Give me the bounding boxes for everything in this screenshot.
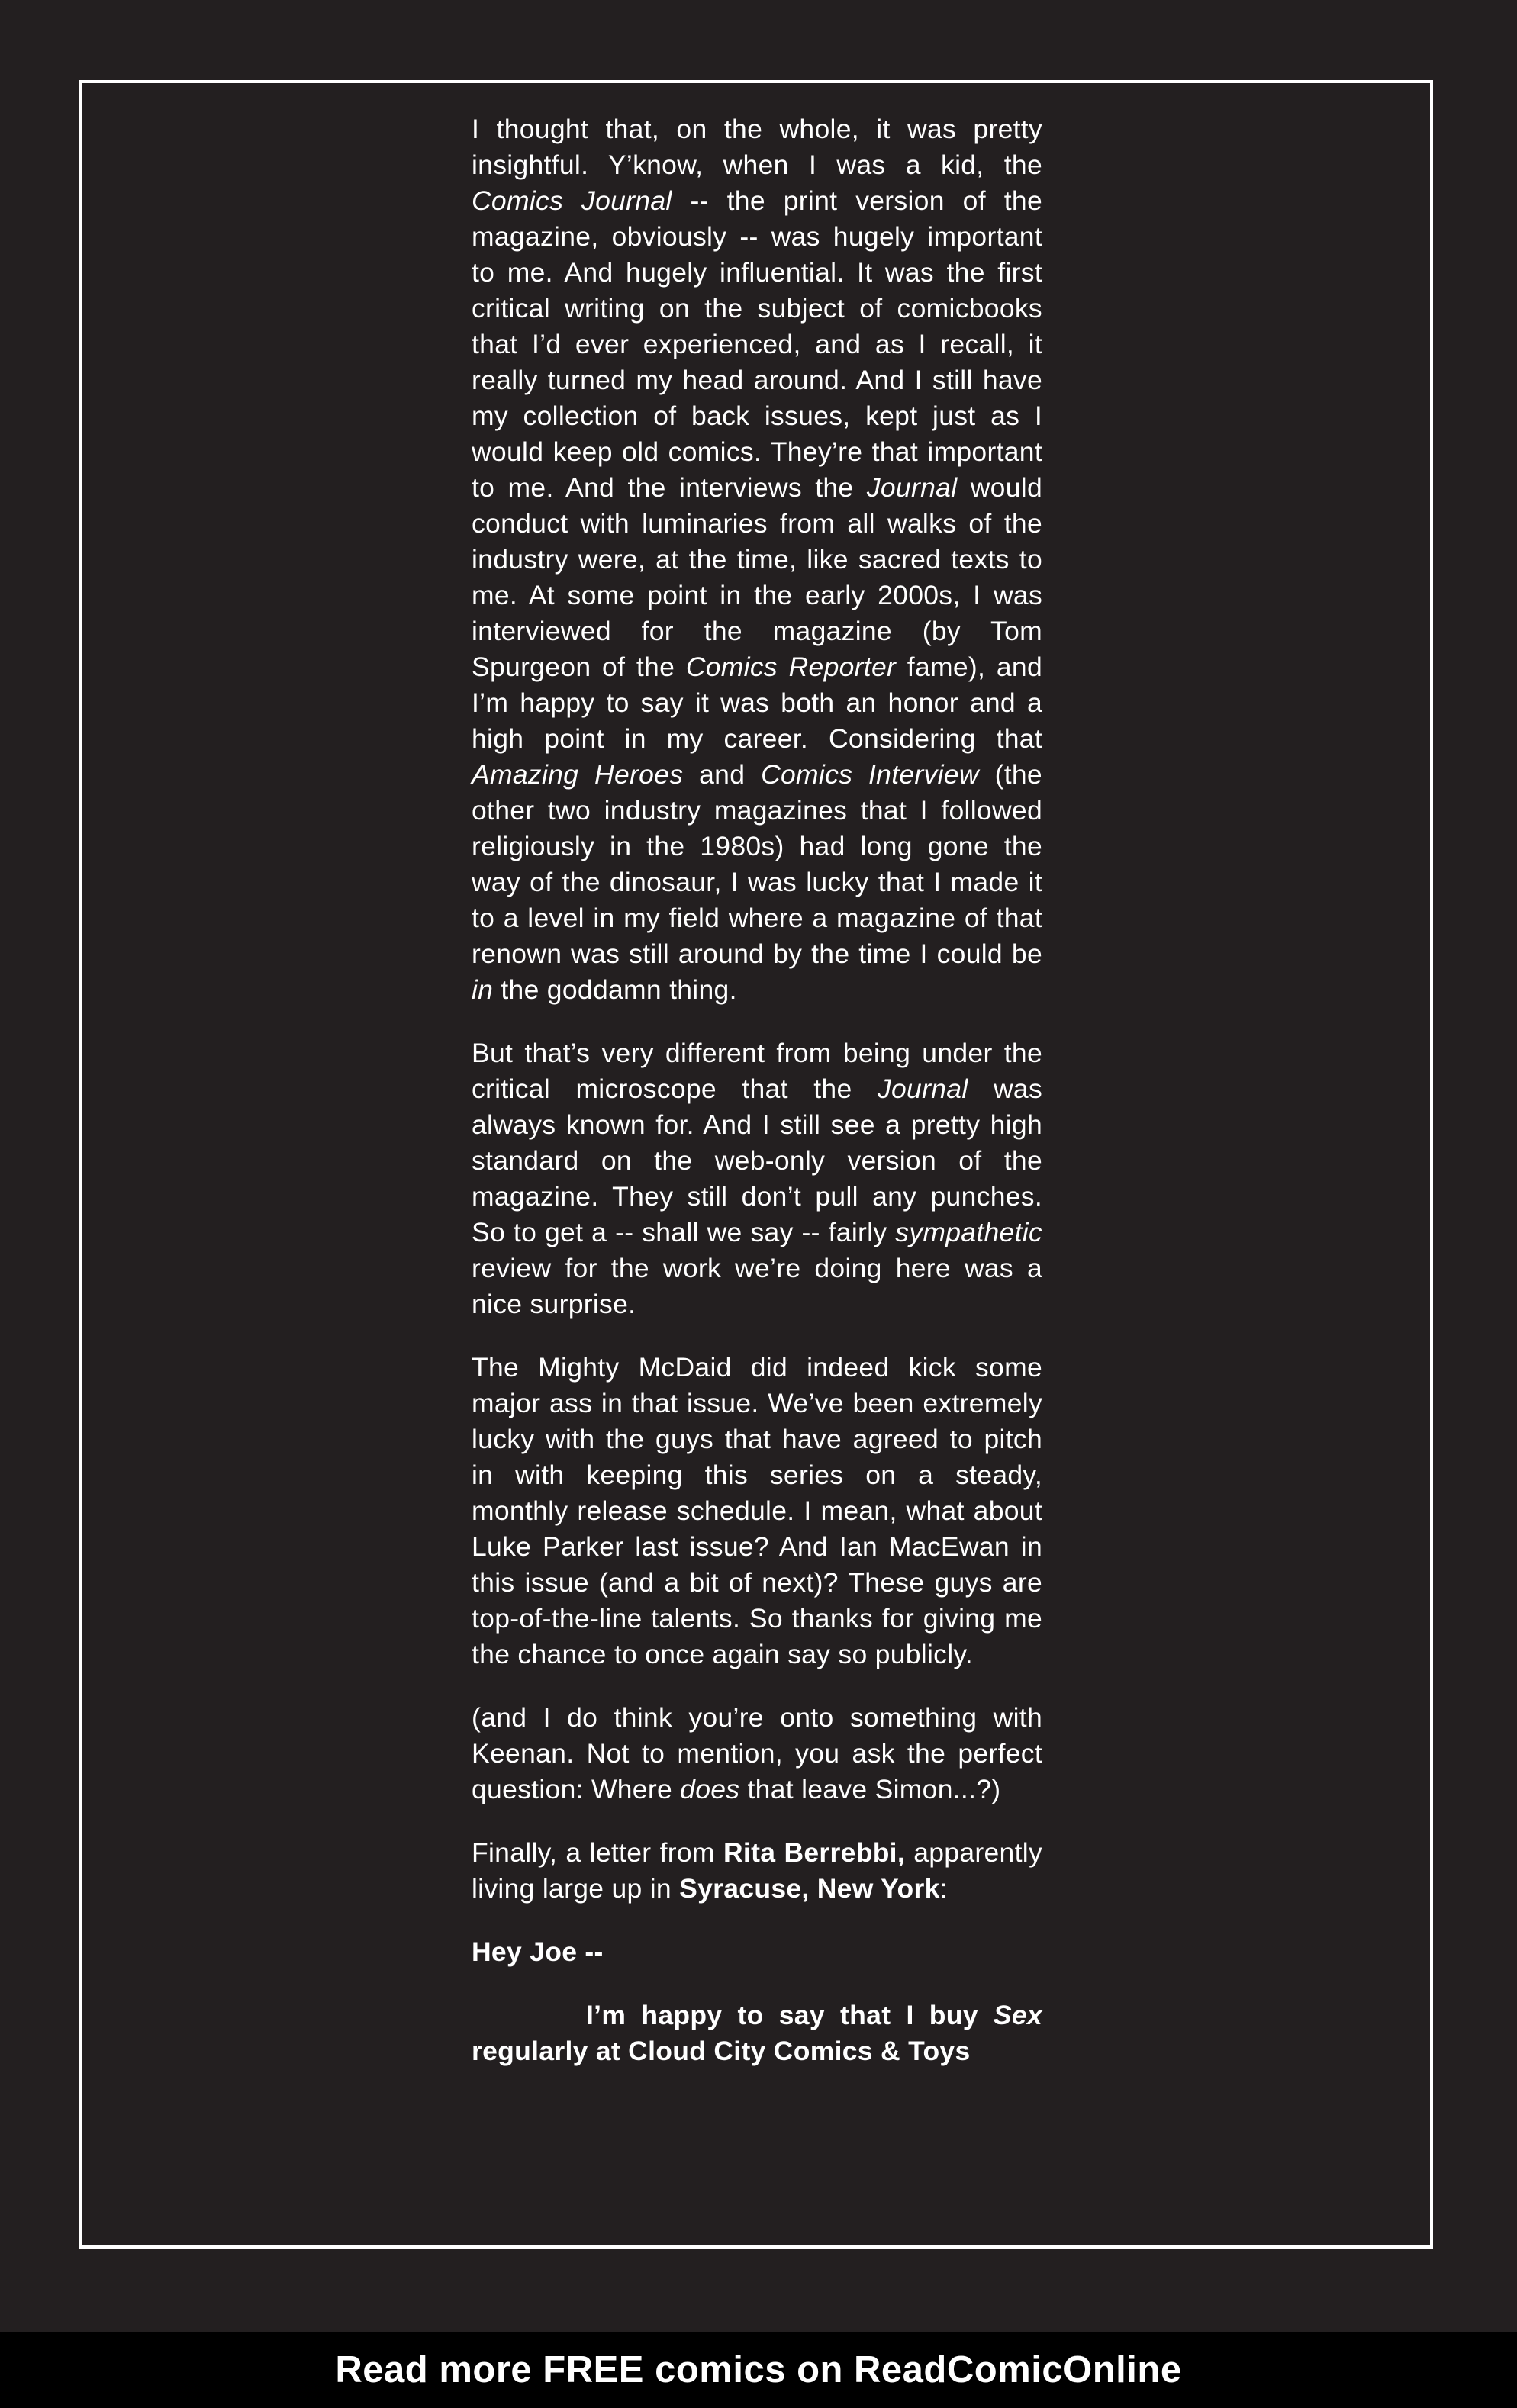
paragraph-keenan-aside: (and I do think you’re onto something with Keenan. Not to mention, you ask the perfect question: Where does that leave Simon...?) (472, 1702, 1042, 1804)
paragraph-letter-intro: Finally, a letter from Rita Berrebbi, apparently living large up in Syracuse, New York: (472, 1837, 1042, 1904)
letters-column (472, 111, 1042, 2097)
letter-greeting: Hey Joe -- (472, 1936, 604, 1967)
footer-banner[interactable] (0, 2332, 1517, 2408)
letter-body-start: I’m happy to say that I buy Sex regularly at Cloud City Comics & Toys (472, 2000, 1042, 2066)
paragraph-journal-insightful: I thought that, on the whole, it was pretty insightful. Y’know, when I was a kid, the Comics Journal -- the print version of the magazine, obviously -- was hugely important to me. And hugely influential. It was the first critical writing on the subject of comicbooks that I’d ever experienced, and as I recall, it really turned my head around. And I still have my collection of back issues, kept just as I would keep old comics. They’re that important to me. And the interviews the Journal would conduct with luminaries from all walks of the industry were, at the time, like sacred texts to me. At some point in the early 2000s, I was interviewed for the magazine (by Tom Spurgeon of the Comics Reporter fame), and I’m happy to say it was both an honor and a high point in my career. Considering that Amazing Heroes and Comics Interview (the other two industry magazines that I followed religiously in the 1980s) had long gone the way of the dinosaur, I was lucky that I made it to a level in my field where a magazine of that renown was still around by the time I could be in the goddamn thing. (472, 114, 1042, 1005)
paragraph-critical-microscope: But that’s very different from being under the critical microscope that the Journal was always known for. And I still see a pretty high standard on the web-only version of the magazine. They still don’t pull any punches. So to get a -- shall we say -- fairly sympathetic review for the work we’re doing here was a nice surprise. (472, 1038, 1042, 1319)
paragraph-mighty-mcdaid: The Mighty McDaid did indeed kick some major ass in that issue. We’ve been extremely lucky with the guys that have agreed to pitch in with keeping this series on a steady, monthly release schedule. I mean, what about Luke Parker last issue? And Ian MacEwan in this issue (and a bit of next)? These guys are top-of-the-line talents. So thanks for giving me the chance to once again say so publicly. (472, 1352, 1042, 1669)
footer-promo-text[interactable]: Read more FREE comics on ReadComicOnline (335, 2349, 1182, 2390)
